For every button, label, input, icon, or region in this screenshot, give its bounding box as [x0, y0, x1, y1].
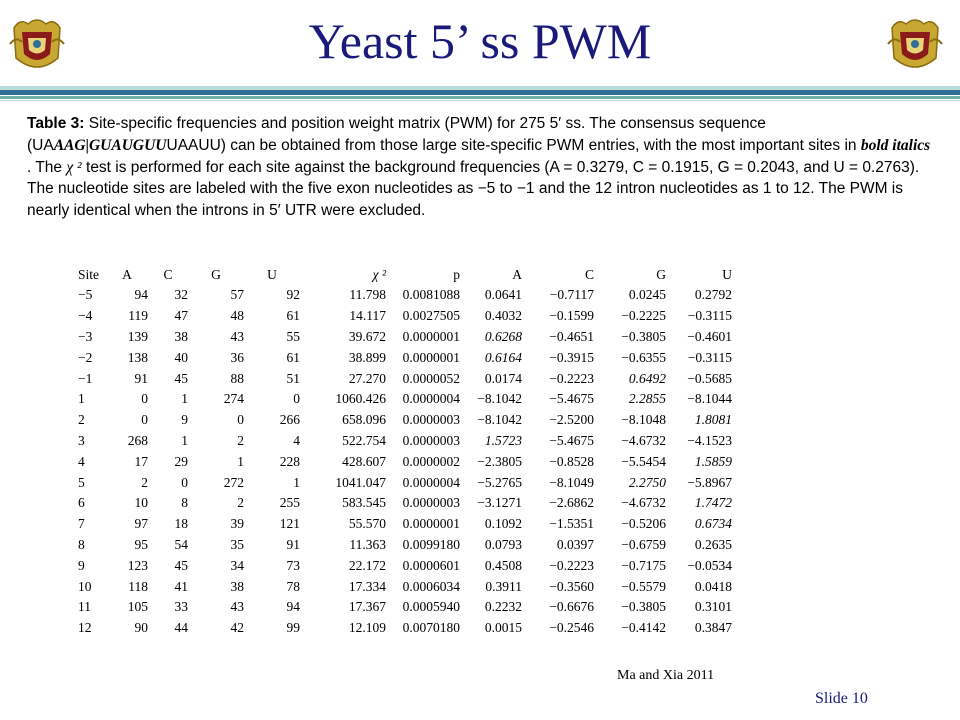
table-cell: 119 [128, 308, 148, 324]
table-cell: 2 [237, 495, 244, 511]
table-cell: 0.0000052 [402, 370, 460, 386]
table-cell: 0.0793 [484, 536, 522, 552]
column-header: U [267, 266, 277, 282]
title-rule-mid [0, 90, 960, 95]
table-cell: −5.4675 [549, 432, 594, 448]
table-cell: 90 [134, 620, 148, 636]
table-cell: −4.6732 [621, 495, 666, 511]
table-cell: 73 [286, 557, 300, 573]
title-rule-thin [0, 100, 960, 101]
table-cell: 0.6734 [694, 516, 732, 532]
table-cell: 4 [293, 432, 300, 448]
caption-chi-square: χ ² [66, 158, 82, 176]
table-cell: 9 [78, 557, 85, 573]
table-cell: 1 [293, 474, 300, 490]
table-cell: −0.3805 [621, 328, 666, 344]
table-cell: 47 [174, 308, 188, 324]
table-cell: −0.3115 [687, 349, 732, 365]
table-cell: 45 [174, 557, 188, 573]
table-cell: −5.8967 [687, 474, 732, 490]
table-cell: −8.1042 [477, 412, 522, 428]
table-cell: −0.3115 [687, 308, 732, 324]
table-cell: 78 [286, 578, 300, 594]
table-cell: −1 [78, 370, 93, 386]
table-cell: 95 [134, 536, 148, 552]
table-cell: 0.3101 [694, 599, 732, 615]
table-cell: 0.0397 [556, 536, 594, 552]
table-cell: −2 [78, 349, 93, 365]
table-cell: 44 [174, 620, 188, 636]
table-cell: 0.0000004 [402, 474, 460, 490]
column-header: G [211, 266, 221, 282]
pwm-table [78, 264, 732, 639]
table-cell: 0.6164 [484, 349, 522, 365]
table-cell: 10 [78, 578, 92, 594]
column-header: C [584, 266, 594, 282]
table-cell: 0.0000601 [402, 557, 460, 573]
caption-text-3: . The [27, 158, 67, 176]
table-cell: −0.6676 [549, 599, 594, 615]
slide-title: Yeast 5’ ss PWM [308, 13, 652, 69]
citation: Ma and Xia 2011 [617, 668, 715, 683]
caption-consensus-bold: AAG|GUAUGUU [53, 136, 167, 154]
table-row [78, 597, 732, 618]
table-cell: 0.0000001 [402, 328, 460, 344]
table-cell: 8 [181, 495, 188, 511]
table-cell: 123 [127, 557, 148, 573]
table-cell: 0 [237, 412, 244, 428]
table-cell: 9 [181, 412, 188, 428]
table-cell: −8.1044 [687, 391, 732, 407]
table-cell: 2.2855 [628, 391, 666, 407]
table-cell: 27.270 [348, 370, 386, 386]
table-row [78, 306, 732, 327]
table-caption [27, 113, 937, 222]
table-cell: 4 [78, 453, 85, 469]
table-cell: 55.570 [348, 516, 386, 532]
caption-text-4: test is performed for each site against the background frequencies (A = 0.3279, C = 0.1915, G = 0.2043, and U = 0.2763). The nucleotide sites are labeled with the five exon nucleotides as −5 to −1 and the 12 intron nucleotides as 1 to 12. The PWM is nearly identical when the introns in 5′ UTR were excluded. [27, 158, 920, 220]
table-cell: 0.3847 [694, 620, 732, 636]
table-cell: 54 [174, 536, 188, 552]
table-cell: 11.798 [349, 287, 386, 303]
table-cell: 522.754 [342, 432, 386, 448]
table-cell: 0 [141, 391, 148, 407]
table-cell: −5.2765 [477, 474, 522, 490]
table-cell: 38 [174, 328, 188, 344]
table-cell: 0.0006034 [402, 578, 460, 594]
table-cell: 17.367 [348, 599, 386, 615]
table-cell: −0.2546 [549, 620, 594, 636]
table-cell: 40 [174, 349, 188, 365]
table-cell: 57 [230, 287, 244, 303]
table-cell: 0.2232 [484, 599, 522, 615]
table-cell: −0.5579 [621, 578, 666, 594]
table-cell: −0.1599 [549, 308, 594, 324]
table-cell: 1041.047 [335, 474, 386, 490]
table-cell: 14.117 [349, 308, 386, 324]
table-cell: 92 [286, 287, 300, 303]
column-header: U [722, 266, 732, 282]
table-row [78, 514, 732, 535]
table-cell: 61 [286, 349, 300, 365]
table-cell: 0.0000003 [402, 432, 460, 448]
column-header: p [453, 266, 460, 282]
table-cell: 38 [230, 578, 244, 594]
table-row [78, 327, 732, 348]
table-cell: 41 [174, 578, 188, 594]
table-cell: 0 [181, 474, 188, 490]
table-cell: 34 [230, 557, 244, 573]
table-cell: −5 [78, 287, 93, 303]
table-cell: 91 [286, 536, 300, 552]
table-row [78, 535, 732, 556]
table-cell: 0.0000003 [402, 412, 460, 428]
table-cell: −0.6759 [621, 536, 666, 552]
table-cell: −8.1048 [621, 412, 666, 428]
table-cell: 29 [174, 453, 188, 469]
table-cell: −4 [78, 308, 93, 324]
column-header: Site [78, 266, 100, 282]
table-cell: 91 [134, 370, 148, 386]
column-header: C [163, 266, 173, 282]
table-cell: 0.0245 [628, 287, 666, 303]
table-cell: 0.0081088 [402, 287, 460, 303]
table-cell: 0 [293, 391, 300, 407]
table-cell: −0.7175 [621, 557, 666, 573]
table-cell: 61 [286, 308, 300, 324]
caption-text-2: UAAUU) can be obtained from those large site-specific PWM entries, with the most important sites in [166, 136, 861, 154]
table-row [78, 389, 732, 410]
table-row [78, 410, 732, 431]
table-cell: 94 [134, 287, 148, 303]
column-header: G [656, 266, 666, 282]
table-cell: 0.4032 [484, 308, 522, 324]
table-cell: −0.5206 [621, 516, 666, 532]
table-cell: 0.0005940 [402, 599, 460, 615]
table-cell: −8.1049 [549, 474, 594, 490]
table-cell: 105 [127, 599, 148, 615]
table-cell: 0.6268 [484, 328, 522, 344]
table-cell: 51 [286, 370, 300, 386]
table-cell: 38.899 [348, 349, 386, 365]
table-cell: 0.0000002 [402, 453, 460, 469]
table-row [78, 493, 732, 514]
table-cell: 33 [174, 599, 188, 615]
table-cell: 18 [174, 516, 188, 532]
table-row [78, 618, 732, 639]
table-cell: 0.0000004 [402, 391, 460, 407]
table-cell: 39.672 [348, 328, 386, 344]
table-cell: 2 [237, 432, 244, 448]
table-cell: −0.4651 [549, 328, 594, 344]
caption-label: Table 3: [27, 115, 85, 132]
table-cell: 121 [279, 516, 300, 532]
column-header: χ ² [372, 266, 386, 282]
table-cell: −0.4601 [687, 328, 732, 344]
table-cell: 17.334 [348, 578, 386, 594]
table-cell: 94 [286, 599, 300, 615]
table-cell: 1.7472 [694, 495, 732, 511]
table-cell: 97 [134, 516, 148, 532]
table-row [78, 368, 732, 389]
table-cell: −0.2223 [549, 557, 594, 573]
table-cell: 0.4508 [484, 557, 522, 573]
table-cell: 2.2750 [628, 474, 666, 490]
table-row [78, 576, 732, 597]
table-cell: −3.1271 [477, 495, 522, 511]
column-header: A [122, 266, 132, 282]
table-cell: 32 [174, 287, 188, 303]
table-cell: −2.3805 [477, 453, 522, 469]
table-cell: 1060.426 [335, 391, 386, 407]
table-cell: 6 [78, 495, 85, 511]
table-cell: 1.8081 [694, 412, 732, 428]
table-cell: −0.3805 [621, 599, 666, 615]
table-cell: 1 [181, 391, 188, 407]
table-cell: −1.5351 [549, 516, 594, 532]
table-cell: 0.0418 [694, 578, 732, 594]
table-cell: −2.6862 [549, 495, 594, 511]
table-cell: −5.4675 [549, 391, 594, 407]
title-rule-low [0, 96, 960, 99]
table-header-row [78, 264, 732, 285]
table-cell: 43 [230, 328, 244, 344]
table-cell: 99 [286, 620, 300, 636]
table-cell: 2 [78, 412, 85, 428]
table-row [78, 347, 732, 368]
table-cell: 1 [237, 453, 244, 469]
table-cell: 48 [230, 308, 244, 324]
table-cell: −4.6732 [621, 432, 666, 448]
table-cell: −8.1042 [477, 391, 522, 407]
table-cell: 35 [230, 536, 244, 552]
table-cell: 658.096 [342, 412, 386, 428]
table-cell: 0.0027505 [402, 308, 460, 324]
table-cell: 2 [141, 474, 148, 490]
table-cell: −0.8528 [549, 453, 594, 469]
table-cell: 11 [78, 599, 91, 615]
table-cell: −0.6355 [621, 349, 666, 365]
table-cell: 0.0099180 [402, 536, 460, 552]
table-cell: 266 [279, 412, 300, 428]
table-cell: −0.2225 [621, 308, 666, 324]
table-cell: 118 [128, 578, 148, 594]
table-cell: 0.0174 [484, 370, 522, 386]
table-cell: 88 [230, 370, 244, 386]
table-cell: 0.2792 [694, 287, 732, 303]
table-cell: 228 [279, 453, 300, 469]
table-cell: 12 [78, 620, 92, 636]
column-header: A [512, 266, 522, 282]
table-cell: 255 [279, 495, 300, 511]
table-cell: 7 [78, 516, 85, 532]
table-cell: 0.0000001 [402, 516, 460, 532]
table-row [78, 472, 732, 493]
table-cell: 1 [181, 432, 188, 448]
table-cell: 0.6492 [628, 370, 666, 386]
table-row [78, 285, 732, 306]
table-cell: −2.5200 [549, 412, 594, 428]
table-cell: 0.0641 [484, 287, 522, 303]
table-cell: 1.5723 [484, 432, 522, 448]
table-cell: −0.3560 [549, 578, 594, 594]
table-cell: −0.7117 [549, 287, 594, 303]
table-cell: −3 [78, 328, 93, 344]
table-row [78, 555, 732, 576]
table-row [78, 431, 732, 452]
table-cell: 0.0000003 [402, 495, 460, 511]
table-cell: 272 [223, 474, 244, 490]
table-cell: 0.0070180 [402, 620, 460, 636]
table-cell: 10 [134, 495, 148, 511]
table-cell: 0.3911 [485, 578, 522, 594]
table-row [78, 451, 732, 472]
table-cell: 139 [127, 328, 148, 344]
table-cell: 39 [230, 516, 244, 532]
table-cell: 42 [230, 620, 244, 636]
table-cell: 0.0000001 [402, 349, 460, 365]
table-cell: 3 [78, 432, 85, 448]
table-cell: 138 [127, 349, 148, 365]
table-cell: 583.545 [342, 495, 386, 511]
table-cell: −0.3915 [549, 349, 594, 365]
table-cell: 0.1092 [484, 516, 522, 532]
caption-text-1: Site-specific frequencies and position weight matrix (PWM) for 275 5′ ss. The consensus sequence (UA [27, 115, 766, 154]
table-body [78, 285, 732, 639]
table-cell: 0 [141, 412, 148, 428]
slide-number: Slide 10 [815, 690, 868, 707]
table-cell: 268 [127, 432, 148, 448]
table-cell: 17 [134, 453, 148, 469]
table-cell: −0.0534 [687, 557, 732, 573]
table-cell: 0.0015 [484, 620, 522, 636]
table-cell: 22.172 [348, 557, 386, 573]
table-cell: 55 [286, 328, 300, 344]
table-cell: 274 [223, 391, 244, 407]
table-cell: 1.5859 [694, 453, 732, 469]
table-cell: −5.5454 [621, 453, 666, 469]
caption-bold-italics: bold italics [860, 136, 931, 154]
table-cell: −4.1523 [687, 432, 732, 448]
table-cell: 11.363 [349, 536, 386, 552]
table-cell: 0.2635 [694, 536, 732, 552]
table-cell: −0.5685 [687, 370, 732, 386]
table-cell: 1 [78, 391, 85, 407]
table-cell: −0.2223 [549, 370, 594, 386]
table-cell: 12.109 [348, 620, 386, 636]
table-cell: 8 [78, 536, 85, 552]
table-cell: −0.4142 [621, 620, 666, 636]
table-cell: 428.607 [342, 453, 386, 469]
table-cell: 36 [230, 349, 244, 365]
table-cell: 43 [230, 599, 244, 615]
table-cell: 45 [174, 370, 188, 386]
table-cell: 5 [78, 474, 85, 490]
